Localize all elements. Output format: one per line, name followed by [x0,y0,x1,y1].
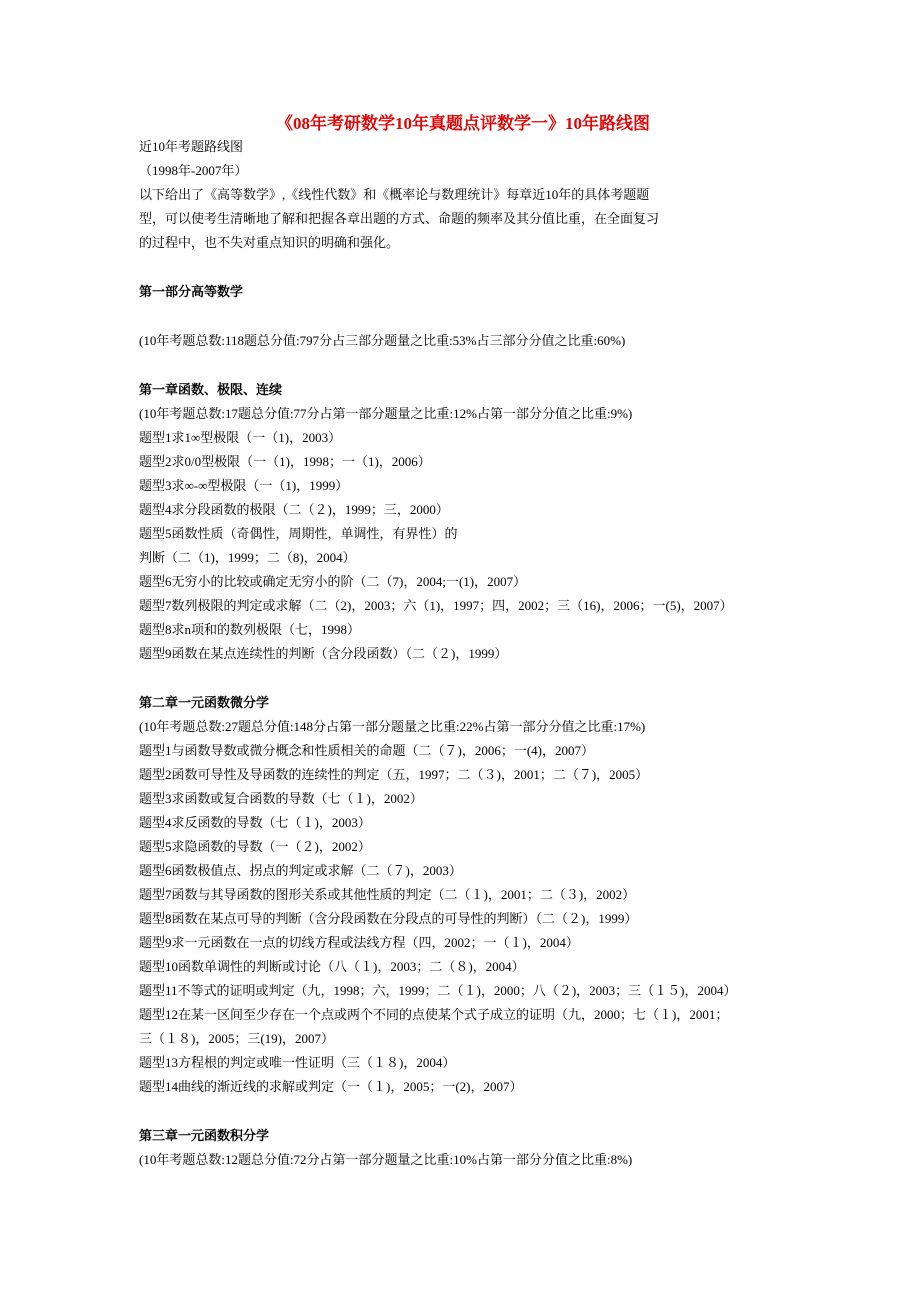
question-type-item: 题型14曲线的渐近线的求解或判定（一（１)，2005；一(2)，2007） [139,1079,523,1094]
question-type-item: 题型1求1∞型极限（一（1)，2003） [139,430,342,445]
year-range: （1998年-2007年） [139,163,248,178]
question-type-item: 题型10函数单调性的判断或讨论（八（１)，2003；二（８)，2004） [139,959,525,974]
ch1-items [139,426,839,666]
question-type-item: 题型9求一元函数在一点的切线方程或法线方程（四，2002；一（１)，2004） [139,935,579,950]
question-type-item: 题型2函数可导性及导函数的连续性的判定（五，1997；二（３)，2001；二（７)，2005） [139,767,649,782]
document-title: 《08年考研数学10年真题点评数学一》10年路线图 [276,114,650,133]
question-type-item: 题型13方程根的判定或唯一性证明（三（１８)，2004） [139,1055,456,1070]
question-type-item: 题型1与函数导数或微分概念和性质相关的命题（二（７)，2006；一(4)，2007） [139,743,594,758]
ch2-heading: 第二章一元函数微分学 [139,695,270,710]
ch3-stats: (10年考题总数:12题总分值:72分占第一部分题量之比重:10%占第一部分分值之比重:8%) [139,1152,633,1167]
question-type-item: 题型4求分段函数的极限（二（２)，1999；三，2000） [139,502,449,517]
question-type-item: 题型6函数极值点、拐点的判定或求解（二（７)，2003） [139,863,462,878]
question-type-item: 题型8求n项和的数列极限（七，1998） [139,622,361,637]
question-type-item: 题型9函数在某点连续性的判断（含分段函数）（二（２)，1999） [139,646,508,661]
question-type-item: 判断（二（1)，1999；二（8)，2004） [139,550,356,565]
intro-line: 的过程中，也不失对重点知识的明确和强化。 [139,235,400,250]
ch1-stats: (10年考题总数:17题总分值:77分占第一部分题量之比重:12%占第一部分分值之比重:9%) [139,406,633,421]
part1-heading: 第一部分高等数学 [139,284,244,299]
ch2-stats: (10年考题总数:27题总分值:148分占第一部分题量之比重:22%占第一部分分值之比重:17%) [139,719,646,734]
intro-line: 以下给出了《高等数学》,《线性代数》和《概率论与数理统计》每章近10年的具体考题题 [139,187,650,202]
question-type-item: 题型7函数与其导函数的图形关系或其他性质的判定（二（１)，2001；二（３)，2002） [139,887,636,902]
question-type-item: 题型5求隐函数的导数（一（２)，2002） [139,839,371,854]
document-body [139,112,839,1172]
question-type-item: 题型12在某一区间至少存在一个点或两个不同的点使某个式子成立的证明（九，2000；七（１)，2001； [139,1007,729,1022]
part1-stats: (10年考题总数:118题总分值:797分占三部分题量之比重:53%占三部分分值之比重:60%) [139,333,626,348]
question-type-item: 题型4求反函数的导数（七（１)，2003） [139,815,371,830]
intro-line: 型，可以使考生清晰地了解和把握各章出题的方式、命题的频率及其分值比重，在全面复习 [139,211,660,226]
question-type-item: 题型7数列极限的判定或求解（二（2)，2003；六（1)，1997；四，2002；三（16)，2006；一(5)，2007） [139,598,733,613]
question-type-item: 题型8函数在某点可导的判断（含分段函数在分段点的可导性的判断）（二（２)，1999） [139,911,638,926]
question-type-item: 题型3求函数或复合函数的导数（七（１)，2002） [139,791,423,806]
question-type-item: 题型3求∞-∞型极限（一（1)，1999） [139,478,349,493]
ch1-heading: 第一章函数、极限、连续 [139,382,283,397]
question-type-item: 三（１８)，2005；三(19)，2007） [139,1031,334,1046]
ch2-items [139,739,839,1099]
question-type-item: 题型11不等式的证明或判定（九，1998；六，1999；二（１)，2000；八（２)，2003；三（１５)，2004） [139,983,737,998]
question-type-item: 题型6无穷小的比较或确定无穷小的阶（二（7)，2004;一(1)，2007） [139,574,527,589]
subtitle: 近10年考题路线图 [139,139,244,154]
ch3-heading: 第三章一元函数积分学 [139,1128,270,1143]
question-type-item: 题型2求0/0型极限（一（1)，1998；一（1)，2006） [139,454,431,469]
question-type-item: 题型5函数性质（奇偶性，周期性，单调性，有界性）的 [139,526,458,541]
